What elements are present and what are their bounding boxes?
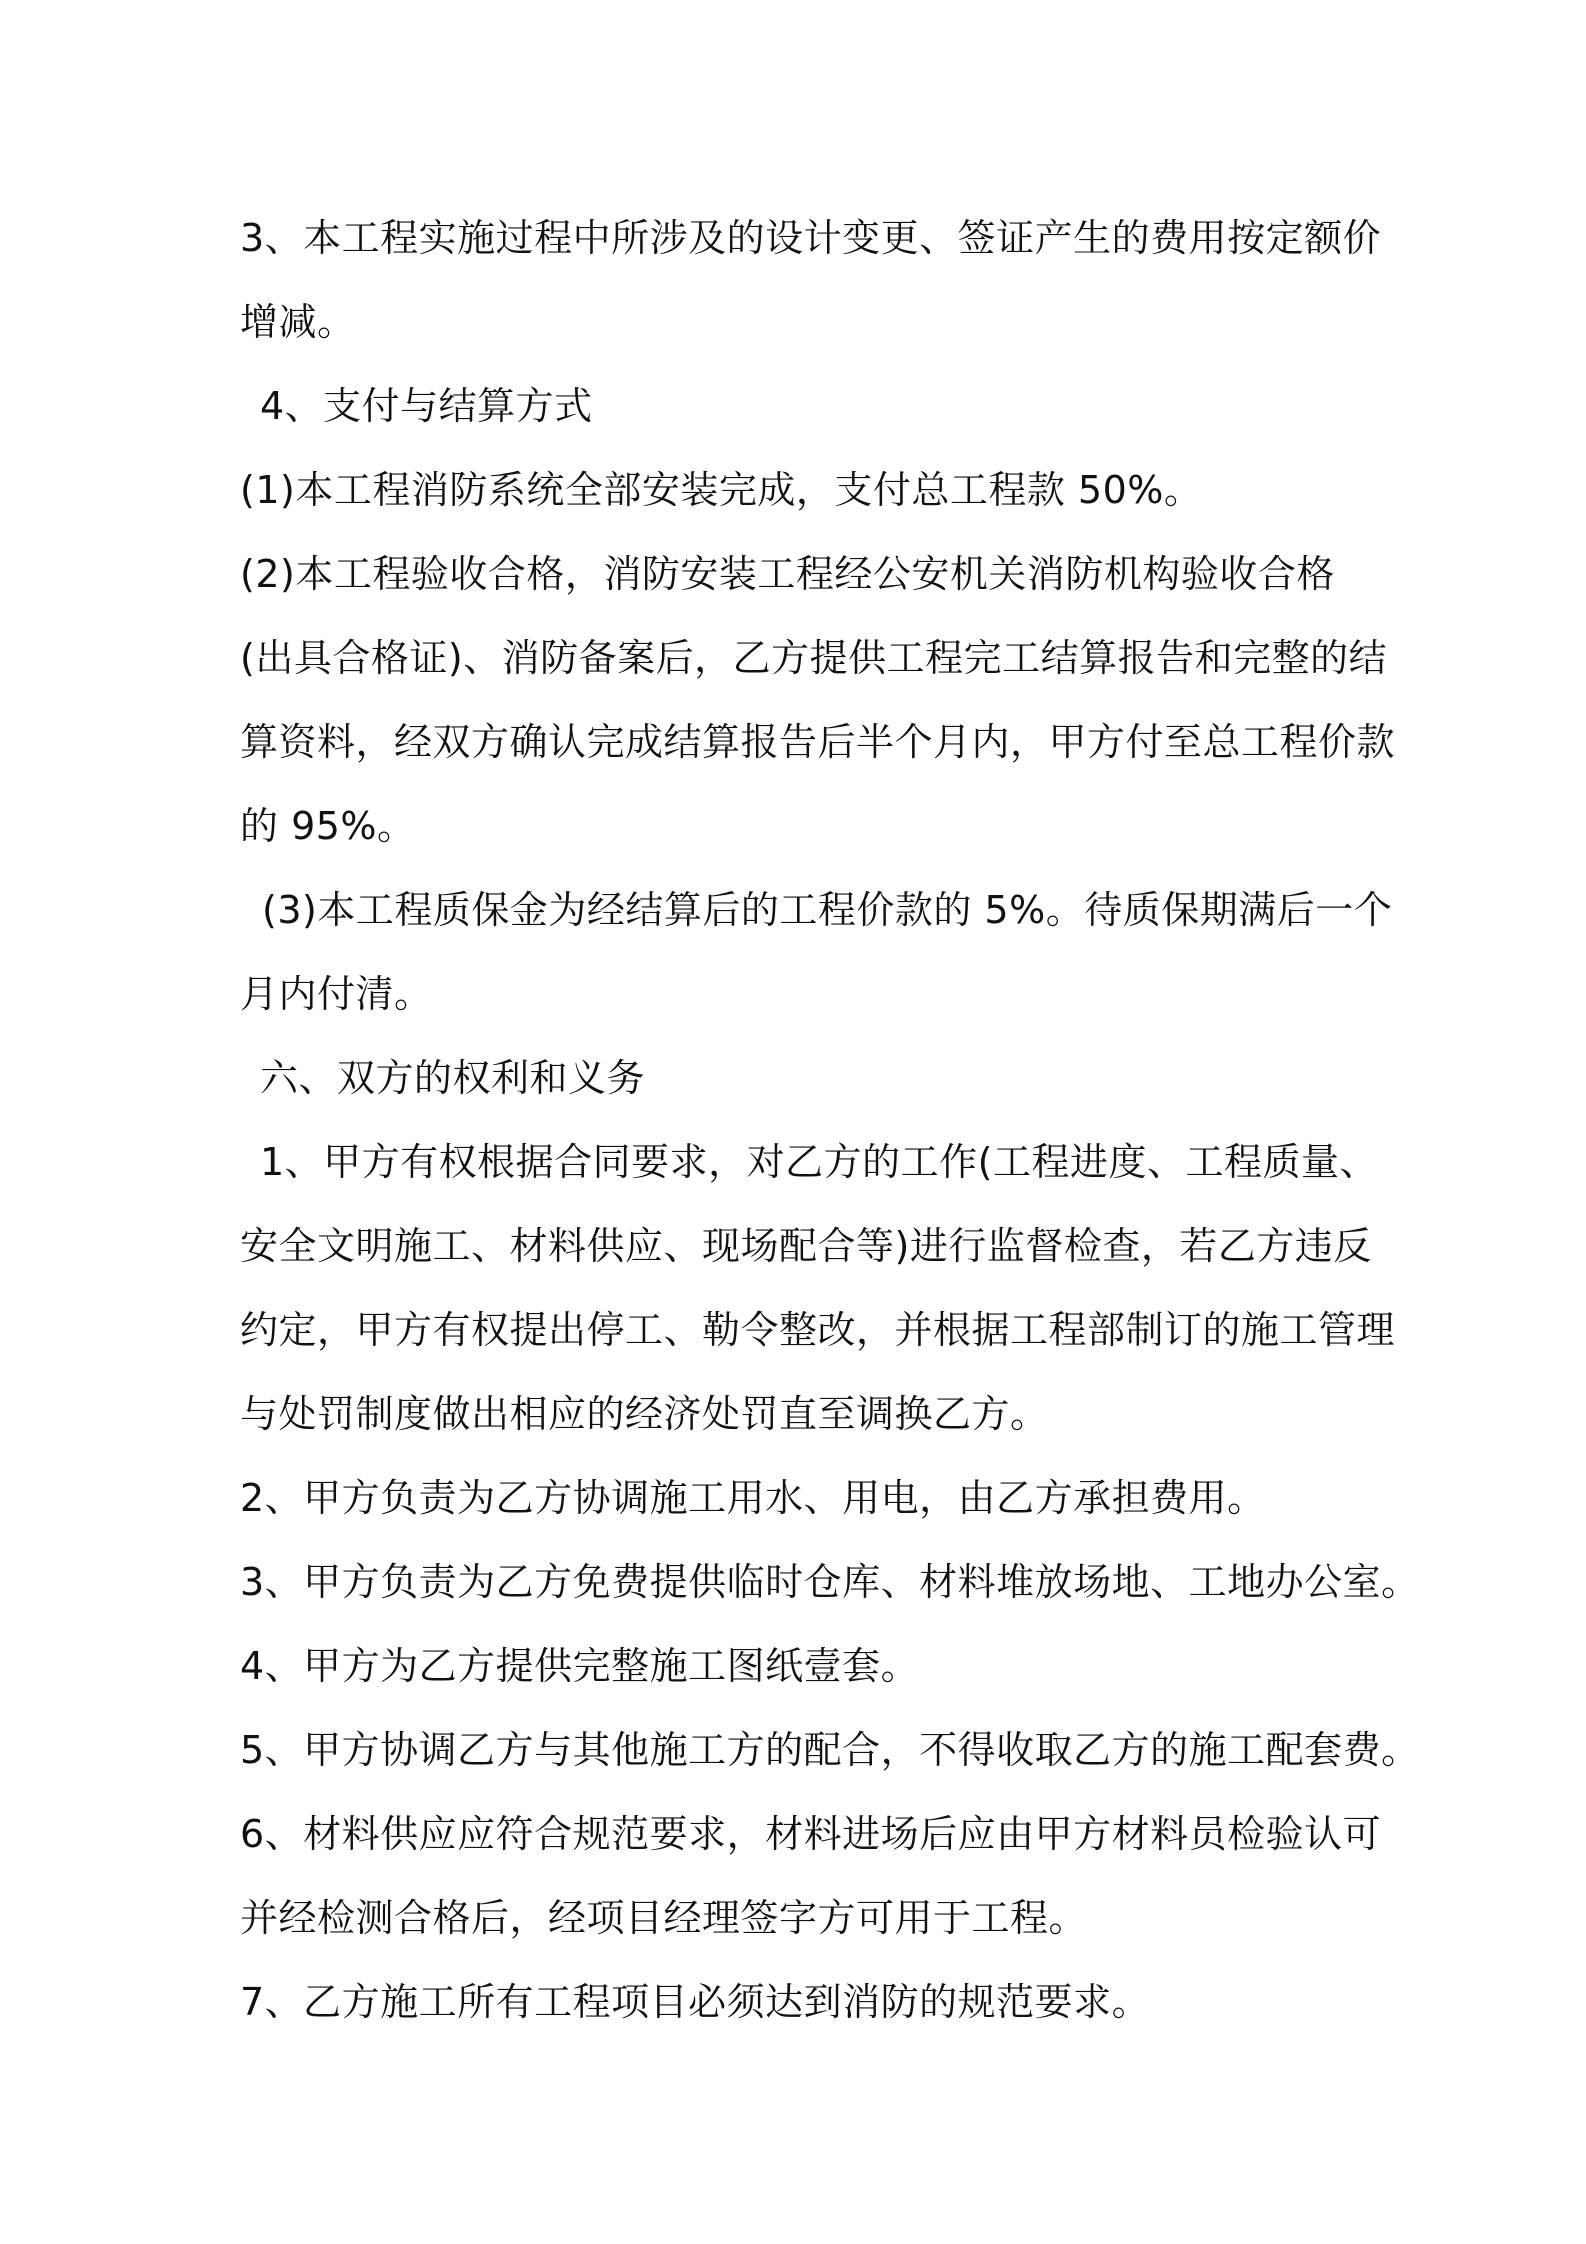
text-line: 月内付清。 xyxy=(240,972,433,1016)
text-line: 2、甲方负责为乙方协调施工用水、用电，由乙方承担费用。 xyxy=(240,1476,1266,1520)
text-line: 算资料，经双方确认完成结算报告后半个月内，甲方付至总工程价款 xyxy=(240,720,1396,764)
text-line: (出具合格证)、消防备案后，乙方提供工程完工结算报告和完整的结 xyxy=(240,636,1388,680)
text-line: 安全文明施工、材料供应、现场配合等)进行监督检查，若乙方违反 xyxy=(240,1224,1372,1268)
document-body xyxy=(240,196,1420,2044)
text-line: 与处罚制度做出相应的经济处罚直至调换乙方。 xyxy=(240,1392,1049,1436)
text-line: 4、甲方为乙方提供完整施工图纸壹套。 xyxy=(240,1644,920,1688)
text-line: 的 95%。 xyxy=(240,804,416,848)
text-line: 增减。 xyxy=(240,300,356,344)
section-heading: 4、支付与结算方式 xyxy=(260,384,593,428)
text-line: (3)本工程质保金为经结算后的工程价款的 5%。待质保期满后一个 xyxy=(262,888,1393,932)
text-line: (2)本工程验收合格，消防安装工程经公安机关消防机构验收合格 xyxy=(240,552,1335,596)
text-line: 3、甲方负责为乙方免费提供临时仓库、材料堆放场地、工地办公室。 xyxy=(240,1560,1420,1604)
text-line: 1、甲方有权根据合同要求，对乙方的工作(工程进度、工程质量、 xyxy=(260,1140,1379,1184)
section-heading: 六、双方的权利和义务 xyxy=(260,1056,646,1100)
text-line: 3、本工程实施过程中所涉及的设计变更、签证产生的费用按定额价 xyxy=(240,216,1382,260)
text-line: 6、材料供应应符合规范要求，材料进场后应由甲方材料员检验认可 xyxy=(240,1812,1382,1856)
text-line: (1)本工程消防系统全部安装完成，支付总工程款 50%。 xyxy=(240,468,1203,512)
text-line: 并经检测合格后，经项目经理签字方可用于工程。 xyxy=(240,1896,1088,1940)
text-line: 约定，甲方有权提出停工、勒令整改，并根据工程部制订的施工管理 xyxy=(240,1308,1396,1352)
text-line: 7、乙方施工所有工程项目必须达到消防的规范要求。 xyxy=(240,1980,1151,2024)
text-line: 5、甲方协调乙方与其他施工方的配合，不得收取乙方的施工配套费。 xyxy=(240,1728,1420,1772)
